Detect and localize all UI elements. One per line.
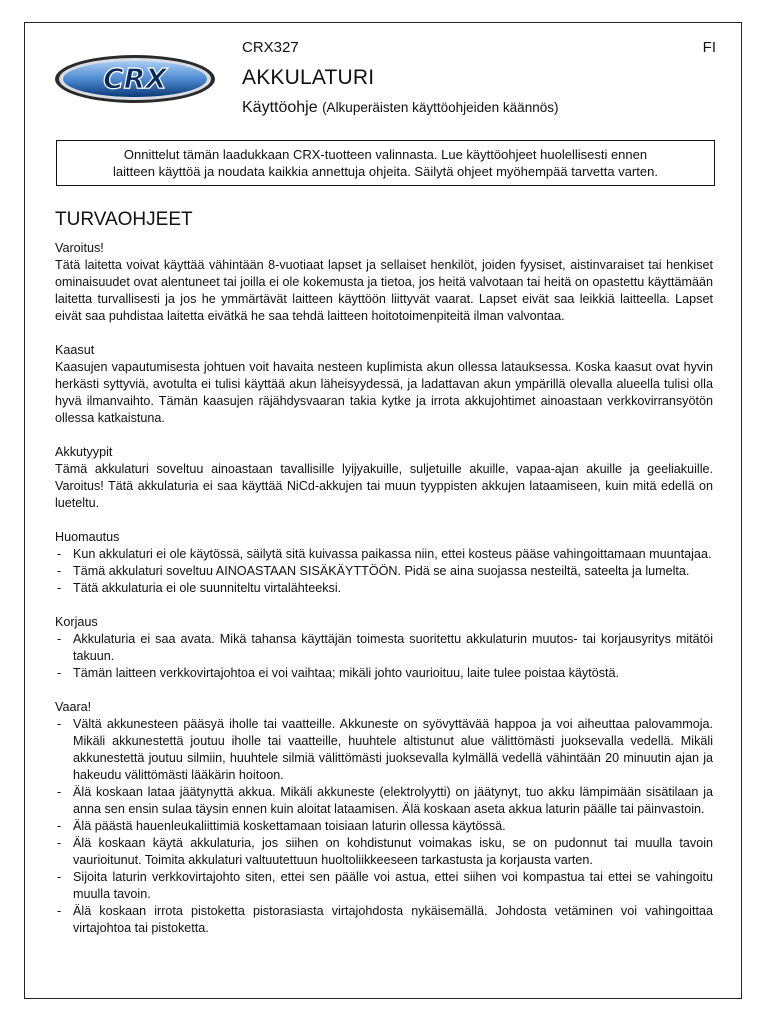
list-item: - Vältä akkunesteen pääsyä iholle tai vaatteille. Akkuneste on syövyttävää happoa ja voi aiheuttaa palovammoja. Mikäli akkunestettä joutuu iholle tai vaatteille, huuhtele altistunut alue välittömästi juoksevalla vedellä. Mikäli akkunestettä joutuu silmiin, huuhtele silmiä välittömästi juoksevalla kylmällä vedellä vähintään 20 minuutin ajan ja hakeudu välittömästi lääkärin hoitoon.: [55, 716, 713, 784]
huomautus-list: [55, 546, 713, 597]
safety-content: [55, 240, 713, 954]
list-item: - Älä päästä hauenleukaliittimiä koskettamaan toisiaan laturin ollessa käytössä.: [55, 818, 713, 835]
list-item: - Älä koskaan irrota pistoketta pistorasiasta virtajohdosta nykäisemällä. Johdosta vetäminen voi vahingoittaa virtajohtoa tai pistoketta.: [55, 903, 713, 937]
vaara-heading: Vaara!: [55, 700, 92, 714]
intro-box: [56, 140, 715, 186]
language-code: FI: [702, 39, 716, 56]
list-item: - Tämän laitteen verkkovirtajohtoa ei voi vaihtaa; mikäli johto vaurioituu, laite tulee poistaa käytöstä.: [55, 665, 713, 682]
list-item: - Tämä akkulaturi soveltuu AINOASTAAN SISÄKÄYTTÖÖN. Pidä se aina suojassa nesteiltä, sateelta ja lumelta.: [55, 563, 713, 580]
akkutyypit-text: Tämä akkulaturi soveltuu ainoastaan tavallisille lyijyakuille, suljetuille akuille, vapaa-ajan akuille ja geeliakuille. Varoitus! Tätä akkulaturia ei saa käyttää NiCd-akkujen tai muun tyyppisten akkujen lataamiseen, kuin mitä edellä on lueteltu.: [55, 462, 713, 510]
block-varoitus: [55, 240, 713, 325]
crx-logo: [54, 54, 216, 104]
intro-line-1: Onnittelut tämän laadukkaan CRX-tuotteen valinnasta. Lue käyttöohjeet huolellisesti ennen: [123, 147, 648, 162]
kaasut-heading: Kaasut: [55, 343, 95, 357]
huomautus-heading: Huomautus: [55, 530, 120, 544]
logo-text: CRX: [103, 62, 167, 95]
list-item: - Älä koskaan lataa jäätynyttä akkua. Mikäli akkuneste (elektrolyytti) on jäätynyt, tuo akku lämpimään sisätilaan ja anna sen ensin sulaa täysin ennen kuin aloitat lataamisen. Älä koskaan aseta akkua laturin päälle tai päinvastoin.: [55, 784, 713, 818]
subtitle-paren: (Alkuperäisten käyttöohjeiden käännös): [322, 100, 559, 115]
block-kaasut: [55, 342, 713, 427]
document-subtitle: [242, 99, 558, 117]
block-korjaus: [55, 614, 713, 682]
varoitus-heading: Varoitus!: [55, 241, 104, 255]
block-akkutyypit: [55, 444, 713, 512]
intro-line-2: laitteen käyttöä ja noudata kaikkia annettuja ohjeita. Säilytä ohjeet myöhempää tarvetta varten.: [113, 164, 658, 179]
document-title: AKKULATURI: [242, 66, 375, 89]
block-huomautus: [55, 529, 713, 597]
section-title: TURVAOHJEET: [55, 209, 193, 230]
kaasut-text: Kaasujen vapautumisesta johtuen voit havaita nesteen kuplimista akun ollessa latauksessa. Koska kaasut ovat hyvin herkästi syttyviä, avotulta ei tulisi käyttää akun läheisyydessä, ja ladattavan akun ympärillä olevalla alueella tulisi olla hyvä ilmanvaihto. Tämän kaasujen räjähdysvaaran takia kytke ja irrota akkujohtimet ainoastaan verkkovirransyötön ollessa katkaistuna.: [55, 360, 713, 425]
list-item: - Akkulaturia ei saa avata. Mikä tahansa käyttäjän toimesta suoritettu akkulaturin muutos- tai korjausyritys mitätöi takuun.: [55, 631, 713, 665]
list-item: - Tätä akkulaturia ei ole suunniteltu virtalähteeksi.: [55, 580, 713, 597]
korjaus-heading: Korjaus: [55, 615, 98, 629]
list-item: - Kun akkulaturi ei ole käytössä, säilytä sitä kuivassa paikassa niin, ettei kosteus pääse vahingoittamaan muuntajaa.: [55, 546, 713, 563]
block-vaara: [55, 699, 713, 937]
akkutyypit-heading: Akkutyypit: [55, 445, 113, 459]
list-item: - Älä koskaan käytä akkulaturia, jos siihen on kohdistunut voimakas isku, se on pudonnut tai muulla tavoin vaurioitunut. Toimita akkulaturi valtuutettuun huoltoliikkeeseen tarkastusta ja korjausta varten.: [55, 835, 713, 869]
list-item: - Sijoita laturin verkkovirtajohto siten, ettei sen päälle voi astua, ettei siihen voi kompastua tai ettei se vahingoitu muulla tavoin.: [55, 869, 713, 903]
korjaus-list: [55, 631, 713, 682]
model-number: CRX327: [242, 39, 299, 56]
vaara-list: [55, 716, 713, 937]
subtitle-main: Käyttöohje: [242, 99, 318, 116]
varoitus-text: Tätä laitetta voivat käyttää vähintään 8-vuotiaat lapset ja sellaiset henkilöt, joiden fyysiset, aistinvaraiset tai henkiset ominaisuudet ovat alentuneet tai joilla ei ole kokemusta ja tietoa, jos heitä valvotaan tai heitä on opastettu käyttämään laitetta turvallisesti ja jos he ymmärtävät laitteen käyttöön liittyvät vaarat. Lapset eivät saa leikkiä laitteella. Lapset eivät saa puhdistaa laitetta eivätkä he saa tehdä laitteen hoitotoimenpiteitä ilman valvontaa.: [55, 258, 713, 323]
